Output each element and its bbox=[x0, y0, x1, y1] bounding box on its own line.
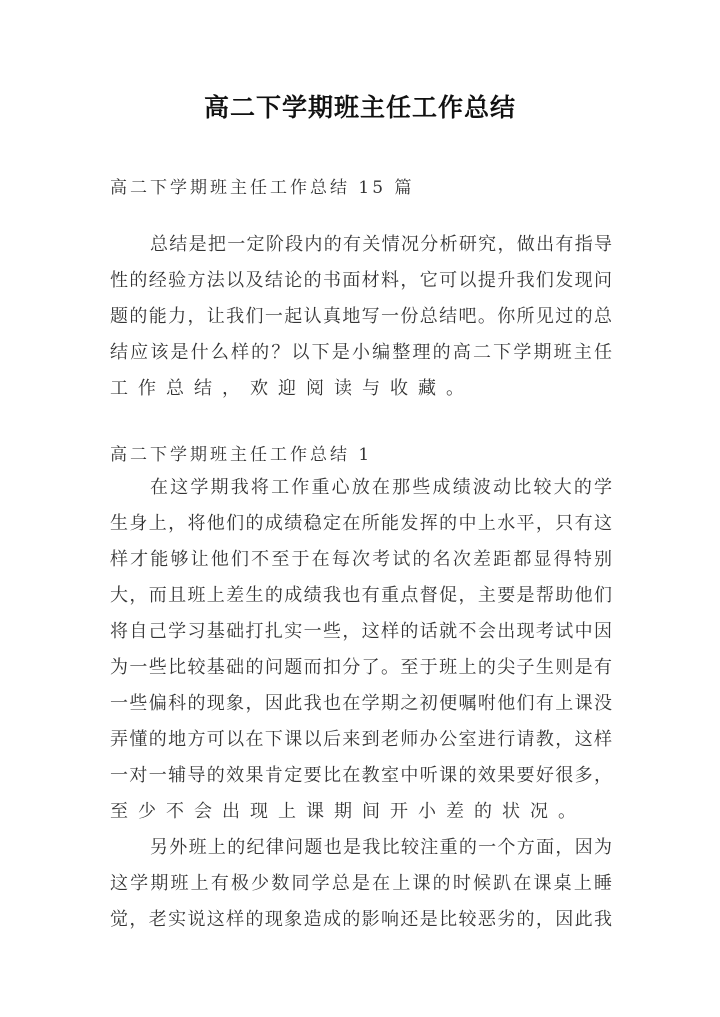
text-line: 一对一辅导的效果肯定要比在教室中听课的效果要好很多， bbox=[110, 765, 612, 786]
text-line: 大，而且班上差生的成绩我也有重点督促，主要是帮助他们 bbox=[110, 585, 612, 606]
text-line: 觉，老实说这样的现象造成的影响还是比较恶劣的，因此我 bbox=[110, 909, 612, 930]
text-line: 生身上，将他们的成绩稳定在所能发挥的中上水平，只有这 bbox=[110, 513, 612, 534]
text-line: 将自己学习基础打扎实一些，这样的话就不会出现考试中因 bbox=[110, 621, 612, 642]
text-line: 样才能够让他们不至于在每次考试的名次差距都显得特别 bbox=[110, 549, 612, 570]
text-line: 结应该是什么样的？以下是小编整理的高二下学期班主任 bbox=[110, 342, 612, 363]
text-line: 题的能力，让我们一起认真地写一份总结吧。你所见过的总 bbox=[110, 306, 612, 327]
document-title: 高二下学期班主任工作总结 bbox=[203, 93, 516, 122]
section1-paragraph-2 bbox=[110, 830, 612, 938]
intro-paragraph bbox=[110, 227, 612, 407]
text-line: 在这学期我将工作重心放在那些成绩波动比较大的学 bbox=[150, 477, 612, 498]
text-line: 另外班上的纪律问题也是我比较注重的一个方面，因为 bbox=[150, 837, 612, 858]
text-line: 这学期班上有极少数同学总是在上课的时候趴在课桌上睡 bbox=[110, 873, 612, 894]
text-line: 一些偏科的现象，因此我也在学期之初便嘱咐他们有上课没 bbox=[110, 693, 612, 714]
section-heading: 高二下学期班主任工作总结 1 bbox=[110, 445, 373, 465]
section1-paragraph-1 bbox=[110, 470, 612, 830]
text-line: 性的经验方法以及结论的书面材料，它可以提升我们发现问 bbox=[110, 270, 612, 291]
text-line: 至少不会出现上课期间开小差的状况。 bbox=[110, 801, 586, 822]
text-line: 弄懂的地方可以在下课以后来到老师办公室进行请教，这样 bbox=[110, 729, 612, 750]
text-line: 总结是把一定阶段内的有关情况分析研究，做出有指导 bbox=[150, 234, 612, 255]
text-line: 为一些比较基础的问题而扣分了。至于班上的尖子生则是有 bbox=[110, 657, 612, 678]
text-line: 工作总结，欢迎阅读与收藏。 bbox=[110, 378, 474, 399]
document-subtitle: 高二下学期班主任工作总结 15 篇 bbox=[110, 178, 415, 198]
